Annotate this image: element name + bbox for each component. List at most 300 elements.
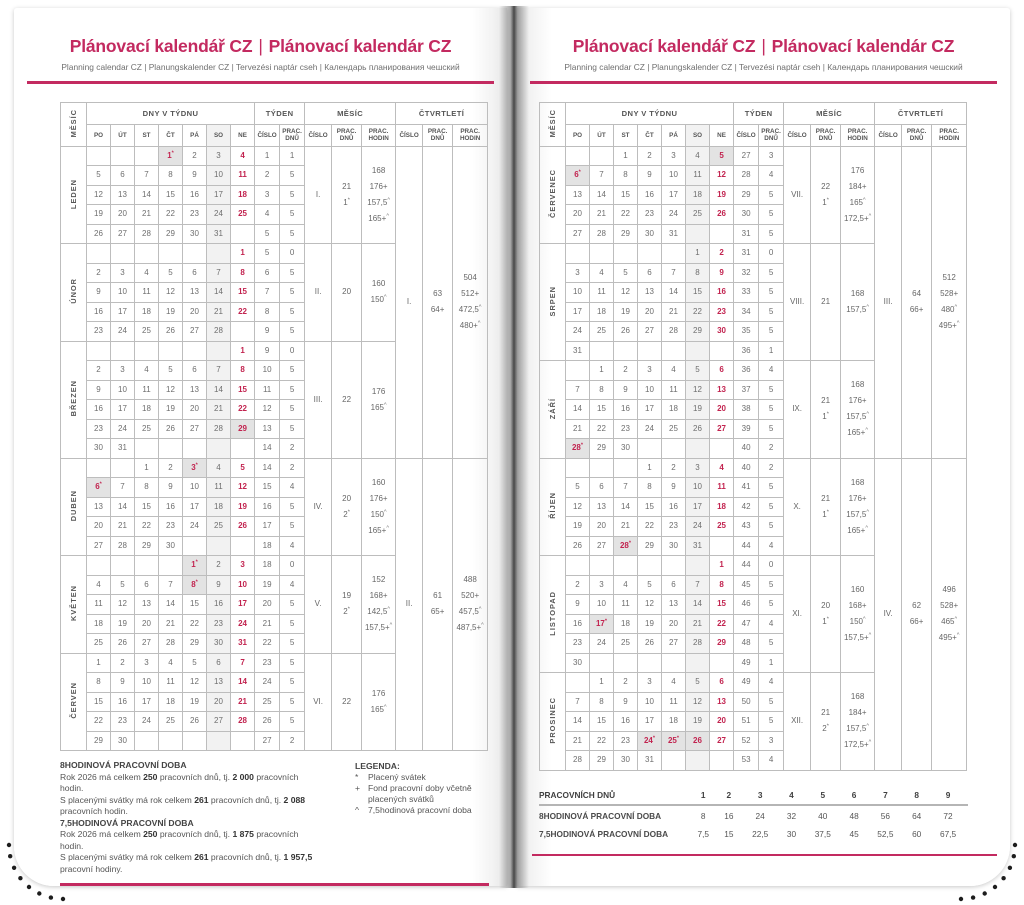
day-cell: 20	[183, 400, 207, 420]
workdays-summary	[539, 787, 968, 842]
month-workdays: 21 1*	[332, 146, 362, 244]
week-number: 24	[255, 673, 280, 693]
day-cell: 25	[614, 634, 638, 654]
day-cell	[207, 439, 231, 459]
week-workdays: 5	[759, 712, 784, 732]
workdays-value: 7,5	[697, 828, 709, 839]
month-name: KVĚTEN	[61, 556, 87, 654]
day-cell: 4	[590, 263, 614, 283]
week-workdays: 4	[759, 361, 784, 381]
day-cell: 3	[207, 146, 231, 166]
day-cell: 3	[135, 653, 159, 673]
day-cell: 6	[135, 575, 159, 595]
col-header-mesic-side: MĚSÍC	[61, 102, 87, 146]
day-cell: 13	[710, 380, 734, 400]
week-number: 52	[734, 731, 759, 751]
day-cell: 27	[111, 224, 135, 244]
day-cell: 23	[614, 419, 638, 439]
week-workdays: 4	[280, 575, 305, 595]
day-cell: 18	[87, 614, 111, 634]
week-workdays: 4	[280, 478, 305, 498]
day-cell: 5	[566, 478, 590, 498]
day-cell: 17	[638, 400, 662, 420]
day-cell	[183, 536, 207, 556]
week-workdays: 5	[280, 185, 305, 205]
col-day-PO: PO	[566, 124, 590, 146]
day-cell: 23	[566, 634, 590, 654]
day-cell: 12	[111, 595, 135, 615]
day-cell: 10	[231, 575, 255, 595]
day-cell	[135, 146, 159, 166]
workdays-value: 64	[912, 810, 922, 821]
day-cell: 13	[662, 595, 686, 615]
day-cell: 1	[590, 673, 614, 693]
week-workdays: 5	[759, 478, 784, 498]
day-cell	[207, 731, 231, 751]
week-workdays: 4	[759, 536, 784, 556]
col-group-dny-v-tydnu: DNY V TÝDNU	[566, 102, 734, 124]
month-workdays: 22	[332, 653, 362, 751]
col-quarter-prac-hodin: PRAC. HODIN	[932, 124, 967, 146]
quarter-workdays: 64 66+	[902, 146, 932, 458]
quarter-number: IV.	[875, 458, 902, 770]
week-number: 28	[734, 166, 759, 186]
day-cell: 3	[638, 361, 662, 381]
day-cell: 18	[614, 614, 638, 634]
week-number: 30	[734, 205, 759, 225]
week-workdays: 5	[280, 614, 305, 634]
col-day-SO: SO	[686, 124, 710, 146]
day-cell: 14	[686, 595, 710, 615]
workdays-row-label: 8HODINOVÁ PRACOVNÍ DOBA	[539, 810, 662, 821]
day-cell: 9	[638, 166, 662, 186]
day-cell: 15	[231, 380, 255, 400]
day-cell: 10	[135, 673, 159, 693]
day-cell	[566, 244, 590, 264]
day-cell: 23	[638, 205, 662, 225]
week-workdays: 0	[280, 341, 305, 361]
day-cell: 2	[662, 458, 686, 478]
day-cell: 8	[159, 166, 183, 186]
col-week-cislo: ČÍSLO	[255, 124, 280, 146]
day-cell: 7	[566, 380, 590, 400]
month-name: ČERVENEC	[540, 146, 566, 244]
day-cell: 24	[111, 419, 135, 439]
week-number: 44	[734, 556, 759, 576]
day-cell: 11	[662, 692, 686, 712]
day-cell: 19	[231, 497, 255, 517]
day-cell: 3*	[183, 458, 207, 478]
day-cell: 29	[614, 224, 638, 244]
month-name: ČERVEN	[61, 653, 87, 751]
week-number: 38	[734, 400, 759, 420]
col-day-PÁ: PÁ	[662, 124, 686, 146]
day-cell: 9	[87, 380, 111, 400]
week-number: 9	[255, 341, 280, 361]
day-cell: 4	[135, 361, 159, 381]
day-cell: 30	[614, 439, 638, 459]
week-workdays: 5	[759, 322, 784, 342]
legend-item	[355, 772, 489, 783]
week-workdays: 1	[280, 146, 305, 166]
day-cell: 13	[111, 185, 135, 205]
col-month-prac-hodin: PRAC. HODIN	[362, 124, 396, 146]
day-cell	[590, 653, 614, 673]
day-cell: 1	[686, 244, 710, 264]
day-cell: 8	[638, 478, 662, 498]
day-cell: 26	[111, 634, 135, 654]
day-cell: 6	[183, 263, 207, 283]
week-number: 23	[255, 653, 280, 673]
month-number: II.	[305, 244, 332, 342]
day-cell: 23	[87, 419, 111, 439]
day-cell: 21	[566, 731, 590, 751]
month-hours: 176 165^	[362, 653, 396, 751]
col-month-cislo: ČÍSLO	[784, 124, 811, 146]
day-cell: 13	[183, 380, 207, 400]
day-cell	[183, 439, 207, 459]
day-cell	[231, 322, 255, 342]
day-cell	[686, 439, 710, 459]
day-cell: 16	[183, 185, 207, 205]
week-number: 18	[255, 556, 280, 576]
day-cell: 31	[111, 439, 135, 459]
day-cell: 15	[159, 185, 183, 205]
week-number: 26	[255, 712, 280, 732]
day-cell: 30	[87, 439, 111, 459]
day-cell: 8	[710, 575, 734, 595]
day-cell: 5	[686, 361, 710, 381]
day-cell: 19	[566, 517, 590, 537]
day-cell: 5	[183, 653, 207, 673]
week-workdays: 2	[759, 458, 784, 478]
page-title	[14, 36, 507, 56]
day-cell: 15	[87, 692, 111, 712]
day-cell	[662, 439, 686, 459]
day-cell: 18	[662, 712, 686, 732]
week-workdays: 5	[280, 380, 305, 400]
workdays-col-header: 6	[843, 787, 866, 805]
day-cell: 2	[566, 575, 590, 595]
week-number: 49	[734, 653, 759, 673]
week-workdays: 5	[759, 283, 784, 303]
day-cell: 4	[159, 653, 183, 673]
week-workdays: 5	[759, 224, 784, 244]
day-cell: 1	[590, 361, 614, 381]
day-cell: 17	[662, 185, 686, 205]
month-number: IX.	[784, 361, 811, 459]
day-cell: 20	[710, 712, 734, 732]
month-workdays: 19 2*	[332, 556, 362, 654]
col-group-dny-v-tydnu: DNY V TÝDNU	[87, 102, 255, 124]
col-day-ÚT: ÚT	[590, 124, 614, 146]
week-number: 9	[255, 322, 280, 342]
day-cell: 8	[135, 478, 159, 498]
day-cell: 15	[231, 283, 255, 303]
day-cell: 7	[686, 575, 710, 595]
week-workdays: 5	[759, 575, 784, 595]
day-cell: 23	[614, 731, 638, 751]
week-number: 39	[734, 419, 759, 439]
day-cell: 24	[686, 517, 710, 537]
day-cell: 30	[710, 322, 734, 342]
day-cell: 12	[87, 185, 111, 205]
week-number: 27	[255, 731, 280, 751]
week-number: 42	[734, 497, 759, 517]
week-workdays: 5	[280, 517, 305, 537]
week-number: 27	[734, 146, 759, 166]
day-cell: 29	[590, 439, 614, 459]
day-cell	[207, 341, 231, 361]
day-cell: 4	[135, 263, 159, 283]
workdays-value: 22,5	[752, 828, 769, 839]
day-cell: 18	[159, 692, 183, 712]
day-cell: 19	[710, 185, 734, 205]
day-cell: 23	[662, 517, 686, 537]
day-cell	[111, 458, 135, 478]
day-cell: 21	[111, 517, 135, 537]
col-month-cislo: ČÍSLO	[305, 124, 332, 146]
month-workdays: 21	[811, 244, 841, 361]
day-cell: 12	[231, 478, 255, 498]
week-number: 4	[255, 205, 280, 225]
page-title	[517, 36, 1010, 56]
col-group-tyden: TÝDEN	[734, 102, 784, 124]
week-workdays: 4	[759, 166, 784, 186]
day-cell: 30	[614, 751, 638, 771]
day-cell: 23	[87, 322, 111, 342]
day-cell: 14	[159, 595, 183, 615]
month-workdays: 21 2*	[811, 673, 841, 771]
week-number: 14	[255, 439, 280, 459]
day-cell: 3	[686, 458, 710, 478]
day-cell: 14	[111, 497, 135, 517]
day-cell: 29	[686, 322, 710, 342]
day-cell: 24*	[638, 731, 662, 751]
day-cell: 7	[566, 692, 590, 712]
day-cell	[662, 244, 686, 264]
day-cell	[87, 556, 111, 576]
day-cell: 29	[135, 536, 159, 556]
day-cell: 25*	[662, 731, 686, 751]
day-cell: 28	[662, 322, 686, 342]
day-cell: 5	[87, 166, 111, 186]
day-cell: 5	[159, 263, 183, 283]
day-cell: 9	[614, 692, 638, 712]
col-day-NE: NE	[231, 124, 255, 146]
week-number: 31	[734, 224, 759, 244]
day-cell: 11	[710, 478, 734, 498]
day-cell	[566, 458, 590, 478]
month-hours: 168 176+ 157,5^ 165+^	[841, 458, 875, 556]
legend-text: Fond pracovní doby včetně placených svátků	[368, 783, 472, 804]
day-cell: 26	[686, 731, 710, 751]
legend-symbol: ^	[355, 805, 360, 815]
day-cell: 29	[638, 536, 662, 556]
week-number: 12	[255, 400, 280, 420]
calendar-table-jul-dec	[539, 102, 1010, 771]
day-cell: 29	[710, 634, 734, 654]
month-number: XI.	[784, 556, 811, 673]
workdays-value: 56	[880, 810, 890, 821]
day-cell: 6	[590, 478, 614, 498]
day-cell: 2	[207, 556, 231, 576]
day-cell	[662, 556, 686, 576]
col-quarter-prac-dnu: PRAC. DNŮ	[902, 124, 932, 146]
week-workdays: 5	[280, 263, 305, 283]
working-time-notes	[60, 760, 319, 875]
day-cell: 9	[183, 166, 207, 186]
day-cell: 10	[638, 380, 662, 400]
day-cell: 22	[686, 302, 710, 322]
day-cell: 26	[87, 224, 111, 244]
workdays-value: 40	[818, 810, 828, 821]
day-cell: 31	[686, 536, 710, 556]
day-cell: 18	[590, 302, 614, 322]
day-cell: 12	[710, 166, 734, 186]
day-cell	[87, 341, 111, 361]
day-cell: 13	[566, 185, 590, 205]
day-cell: 15	[135, 497, 159, 517]
week-number: 32	[734, 263, 759, 283]
day-cell: 17	[135, 692, 159, 712]
workdays-value: 16	[724, 810, 734, 821]
day-cell	[566, 146, 590, 166]
day-cell: 18	[686, 185, 710, 205]
day-cell: 28*	[614, 536, 638, 556]
legend-text: Placený svátek	[368, 772, 426, 782]
day-cell	[566, 361, 590, 381]
calendar-table	[539, 102, 967, 771]
day-cell: 20	[183, 302, 207, 322]
day-cell: 11	[590, 283, 614, 303]
week-workdays: 5	[280, 712, 305, 732]
week-workdays: 0	[759, 556, 784, 576]
day-cell	[686, 751, 710, 771]
day-cell	[590, 556, 614, 576]
day-cell: 27	[135, 634, 159, 654]
day-cell: 25	[207, 517, 231, 537]
day-cell	[710, 751, 734, 771]
day-cell: 4	[662, 673, 686, 693]
week-number: 11	[255, 380, 280, 400]
day-cell: 14	[614, 497, 638, 517]
day-cell	[638, 653, 662, 673]
day-cell	[638, 556, 662, 576]
day-cell: 30	[566, 653, 590, 673]
col-quarter-prac-hodin: PRAC. HODIN	[453, 124, 488, 146]
legend-text: 7,5hodinová pracovní doba	[368, 805, 472, 815]
day-cell: 3	[111, 263, 135, 283]
workdays-value: 15	[724, 828, 734, 839]
day-cell: 22	[590, 731, 614, 751]
week-workdays: 5	[280, 322, 305, 342]
month-number: VI.	[305, 653, 332, 751]
day-cell: 25	[662, 419, 686, 439]
day-cell: 18	[135, 400, 159, 420]
month-name: ÚNOR	[61, 244, 87, 342]
day-cell	[686, 653, 710, 673]
day-cell: 29	[183, 634, 207, 654]
col-quarter-cislo: ČÍSLO	[875, 124, 902, 146]
col-day-ČT: ČT	[159, 124, 183, 146]
day-cell: 13	[207, 673, 231, 693]
day-cell: 31	[231, 634, 255, 654]
day-cell: 15	[638, 497, 662, 517]
day-cell: 17	[183, 497, 207, 517]
day-cell: 19	[159, 400, 183, 420]
day-cell: 22	[183, 614, 207, 634]
day-cell: 15	[686, 283, 710, 303]
day-cell	[207, 536, 231, 556]
week-number: 5	[255, 224, 280, 244]
day-cell: 5	[111, 575, 135, 595]
week-workdays: 5	[280, 361, 305, 381]
day-cell: 16	[662, 497, 686, 517]
day-cell: 22	[590, 419, 614, 439]
day-cell	[183, 731, 207, 751]
week-number: 36	[734, 361, 759, 381]
week-workdays: 5	[280, 634, 305, 654]
day-cell: 17	[111, 302, 135, 322]
quarter-hours: 488 520+ 457,5^ 487,5+^	[453, 458, 488, 751]
day-cell	[111, 146, 135, 166]
day-cell	[159, 439, 183, 459]
day-cell: 22	[231, 400, 255, 420]
day-cell: 28	[111, 536, 135, 556]
day-cell	[590, 146, 614, 166]
day-cell	[159, 731, 183, 751]
day-cell	[135, 556, 159, 576]
day-cell: 17	[207, 185, 231, 205]
week-number: 29	[734, 185, 759, 205]
week-number: 5	[255, 244, 280, 264]
week-number: 33	[734, 283, 759, 303]
day-cell: 30	[183, 224, 207, 244]
day-cell: 1	[638, 458, 662, 478]
day-cell: 27	[207, 712, 231, 732]
day-cell: 31	[662, 224, 686, 244]
footer-line: Rok 2026 má celkem 250 pracovních dnů, tj. 2 000 pracovních hodin.	[60, 771, 299, 793]
day-cell	[686, 224, 710, 244]
title-separator: |	[258, 36, 263, 56]
day-cell: 4	[662, 361, 686, 381]
week-number: 41	[734, 478, 759, 498]
day-cell: 10	[662, 166, 686, 186]
week-number: 3	[255, 185, 280, 205]
month-number: V.	[305, 556, 332, 654]
day-cell: 24	[590, 634, 614, 654]
day-cell: 1	[135, 458, 159, 478]
day-cell: 14	[566, 712, 590, 732]
week-workdays: 5	[280, 673, 305, 693]
week-workdays: 5	[759, 380, 784, 400]
day-cell: 1	[231, 244, 255, 264]
day-cell: 16	[87, 400, 111, 420]
workdays-col-header: 3	[740, 787, 780, 805]
title-cz: Plánovací kalendář CZ	[572, 36, 756, 56]
week-workdays: 4	[759, 673, 784, 693]
day-cell	[159, 556, 183, 576]
day-cell: 11	[686, 166, 710, 186]
day-cell: 8	[686, 263, 710, 283]
col-day-SO: SO	[207, 124, 231, 146]
month-name: SRPEN	[540, 244, 566, 361]
col-month-prac-dnu: PRAC. DNŮ	[811, 124, 841, 146]
day-cell	[87, 244, 111, 264]
day-cell: 23	[111, 712, 135, 732]
day-cell: 22	[614, 205, 638, 225]
